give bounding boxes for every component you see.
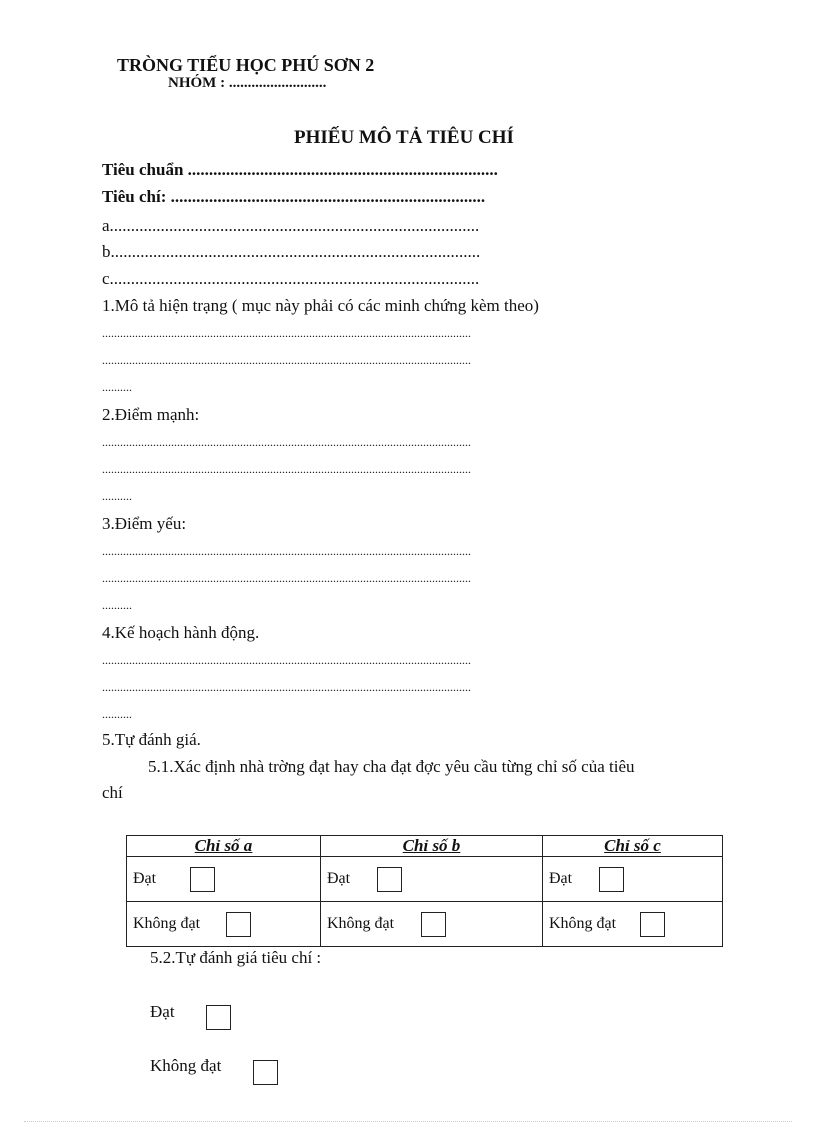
- s1-dotline-1: ...........................................................................................................................: [102, 326, 471, 340]
- field-c: c.......................................................................................: [102, 269, 480, 288]
- c-fail-label: Không đạt: [549, 915, 617, 932]
- s1-dotline-3: ..........: [102, 380, 132, 394]
- s2-dotline-1: ...........................................................................................................................: [102, 435, 471, 449]
- c-pass-label: Đạt: [549, 870, 573, 887]
- a-pass-label: Đạt: [133, 870, 157, 887]
- field-a: a.......................................................................................: [102, 216, 480, 235]
- self-eval-fail-label: Không đạt: [150, 1056, 222, 1075]
- criterion-field: Tiêu chí: ..........................................................................: [102, 187, 486, 206]
- criteria-table: [126, 835, 723, 947]
- s4-dotline-2: ...........................................................................................................................: [102, 680, 471, 694]
- section-5-label: 5.Tự đánh giá.: [102, 730, 201, 749]
- s3-dotline-3: ..........: [102, 598, 132, 612]
- header-chi-so-c: Chỉ số c: [543, 836, 723, 857]
- section-5-1-line-1: 5.1.Xác định nhà trờng đạt hay cha đạt đợc yêu cầu từng chỉ số của tiêu: [148, 757, 635, 776]
- b-fail-label: Không đạt: [327, 915, 395, 932]
- cell-b-pass: [321, 857, 543, 902]
- b-pass-label: Đạt: [327, 870, 351, 887]
- a-fail-checkbox[interactable]: [226, 912, 251, 937]
- c-pass-checkbox[interactable]: [599, 867, 624, 892]
- s4-dotline-3: ..........: [102, 707, 132, 721]
- self-eval-fail-checkbox[interactable]: [253, 1060, 278, 1085]
- page-title: PHIẾU MÔ TẢ TIÊU CHÍ: [294, 127, 514, 148]
- group-label: NHÓM : ..........................: [168, 75, 327, 91]
- self-eval-pass-checkbox[interactable]: [206, 1005, 231, 1030]
- header-chi-so-b: Chỉ số b: [321, 836, 543, 857]
- a-pass-checkbox[interactable]: [190, 867, 215, 892]
- c-fail-checkbox[interactable]: [640, 912, 665, 937]
- cell-a-pass: [127, 857, 321, 902]
- standard-field: Tiêu chuẩn .........................................................................: [102, 160, 498, 179]
- cell-a-fail: [127, 902, 321, 947]
- field-b: b.......................................................................................: [102, 242, 481, 261]
- section-3-label: 3.Điểm yếu:: [102, 514, 187, 533]
- a-fail-label: Không đạt: [133, 915, 201, 932]
- page-bottom-rule: [24, 1121, 792, 1122]
- s3-dotline-1: ...........................................................................................................................: [102, 544, 471, 558]
- self-eval-pass-label: Đạt: [150, 1002, 175, 1021]
- s2-dotline-3: ..........: [102, 489, 132, 503]
- school-name: TRÒNG TIỂU HỌC PHÚ SƠN 2: [117, 55, 375, 75]
- section-1-label: 1.Mô tả hiện trạng ( mục này phải có các minh chứng kèm theo): [102, 296, 539, 315]
- s4-dotline-1: ...........................................................................................................................: [102, 653, 471, 667]
- header-chi-so-a: Chỉ số a: [127, 836, 321, 857]
- cell-b-fail: [321, 902, 543, 947]
- s2-dotline-2: ...........................................................................................................................: [102, 462, 471, 476]
- s1-dotline-2: ...........................................................................................................................: [102, 353, 471, 367]
- b-pass-checkbox[interactable]: [377, 867, 402, 892]
- cell-c-pass: [543, 857, 723, 902]
- section-4-label: 4.Kế hoạch hành động.: [102, 623, 260, 642]
- s3-dotline-2: ...........................................................................................................................: [102, 571, 471, 585]
- b-fail-checkbox[interactable]: [421, 912, 446, 937]
- section-5-2-label: 5.2.Tự đánh giá tiêu chí :: [150, 948, 322, 967]
- section-5-1-line-2: chí: [102, 783, 123, 802]
- section-2-label: 2.Điểm mạnh:: [102, 405, 200, 424]
- cell-c-fail: [543, 902, 723, 947]
